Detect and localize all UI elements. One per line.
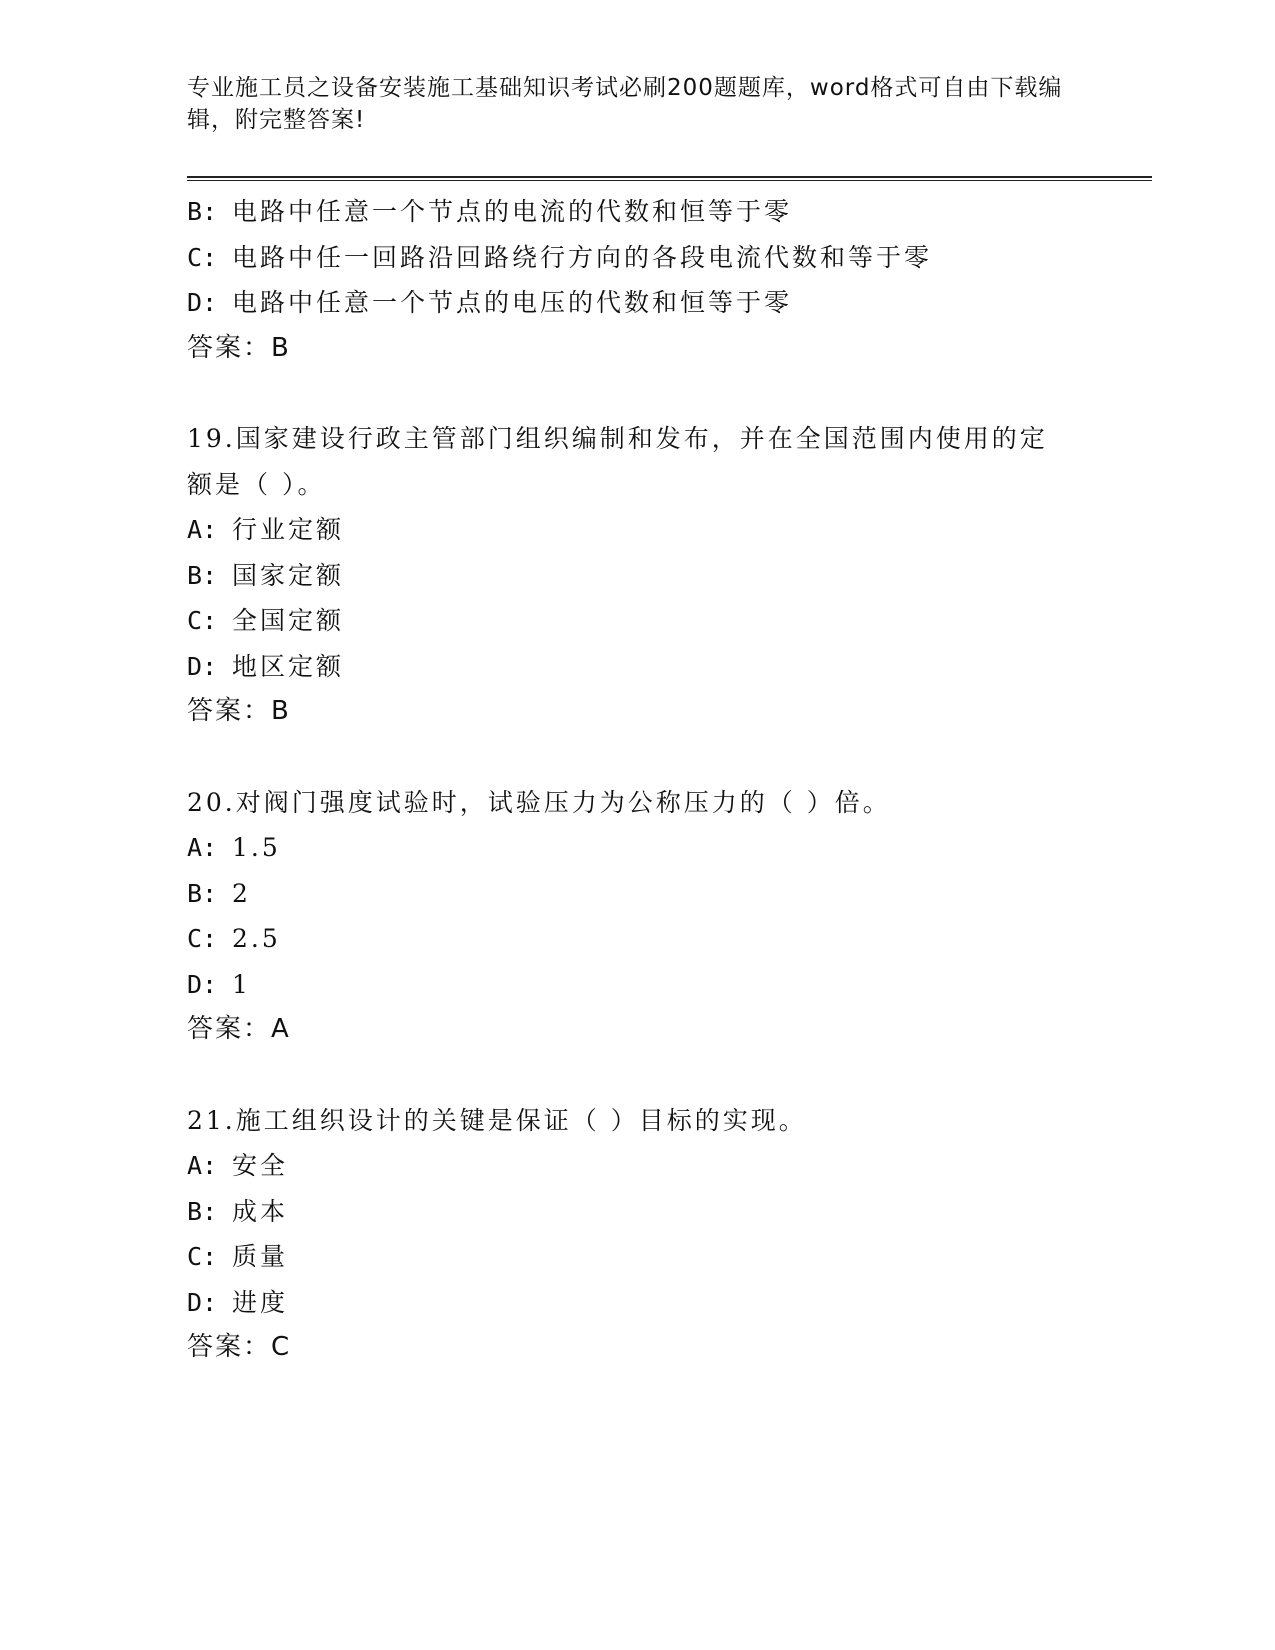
- option-row: [187, 1280, 1152, 1326]
- option-text: 国家定额: [232, 560, 345, 590]
- option-row: [187, 280, 1152, 326]
- option-row: [187, 1143, 1152, 1189]
- option-letter: B:: [187, 1196, 218, 1226]
- option-text: 2: [232, 878, 251, 908]
- answer-line: 答案：B: [187, 332, 291, 363]
- option-letter: D:: [187, 1287, 218, 1317]
- option-letter: B:: [187, 560, 218, 590]
- document-content: [187, 189, 1152, 1371]
- option-text: 行业定额: [232, 515, 345, 544]
- option-text: 1.5: [232, 833, 281, 862]
- option-row: [187, 553, 1152, 599]
- option-text: 2.5: [232, 924, 281, 953]
- question-text: 19.国家建设行政主管部门组织编制和发布，并在全国范围内使用的定额是（ ）。: [187, 424, 1048, 499]
- option-row: [187, 1189, 1152, 1235]
- option-row: [187, 825, 1152, 871]
- option-row: [187, 962, 1152, 1008]
- document-header: 专业施工员之设备安装施工基础知识考试必刷200题题库，word格式可自由下载编辑，附完整答案!: [187, 75, 1063, 133]
- option-text: 地区定额: [232, 651, 345, 681]
- option-text: 电路中任意一个节点的电流的代数和恒等于零: [232, 197, 793, 226]
- option-text: 电路中任一回路沿回路绕行方向的各段电流代数和等于零: [232, 242, 933, 272]
- option-letter: A:: [187, 1151, 218, 1180]
- question-20: [187, 780, 1152, 1053]
- header-divider: [187, 176, 1152, 181]
- option-letter: D:: [187, 651, 218, 681]
- option-row: [187, 871, 1152, 917]
- option-text: 1: [232, 969, 251, 999]
- option-row: [187, 235, 1152, 281]
- question-text: 21.施工组织设计的关键是保证（ ）目标的实现。: [187, 1105, 807, 1135]
- option-letter: B:: [187, 197, 218, 226]
- option-text: 电路中任意一个节点的电压的代数和恒等于零: [232, 288, 793, 317]
- question-21: [187, 1098, 1152, 1371]
- document-page: [187, 72, 1152, 1371]
- option-letter: C:: [187, 242, 218, 272]
- option-letter: D:: [187, 969, 218, 999]
- option-letter: A:: [187, 833, 218, 862]
- option-row: [187, 1234, 1152, 1280]
- option-text: 全国定额: [232, 606, 345, 635]
- option-row: [187, 916, 1152, 962]
- question-19: [187, 416, 1152, 735]
- option-text: 成本: [232, 1196, 289, 1226]
- answer-line: 答案：C: [187, 1332, 292, 1362]
- option-text: 质量: [232, 1242, 289, 1271]
- option-letter: C:: [187, 606, 218, 635]
- option-row: [187, 644, 1152, 690]
- partial-question: [187, 189, 1152, 371]
- option-row: [187, 598, 1152, 644]
- option-letter: B:: [187, 878, 218, 908]
- answer-line: 答案：A: [187, 1014, 291, 1044]
- answer-line: 答案：B: [187, 696, 291, 726]
- option-text: 进度: [232, 1287, 289, 1317]
- option-letter: C:: [187, 924, 218, 953]
- question-text: 20.对阀门强度试验时，试验压力为公称压力的（ ）倍。: [187, 787, 891, 817]
- option-letter: C:: [187, 1242, 218, 1271]
- option-letter: A:: [187, 515, 218, 544]
- option-row: [187, 189, 1152, 235]
- option-letter: D:: [187, 288, 218, 317]
- option-row: [187, 507, 1152, 553]
- option-text: 安全: [232, 1151, 289, 1180]
